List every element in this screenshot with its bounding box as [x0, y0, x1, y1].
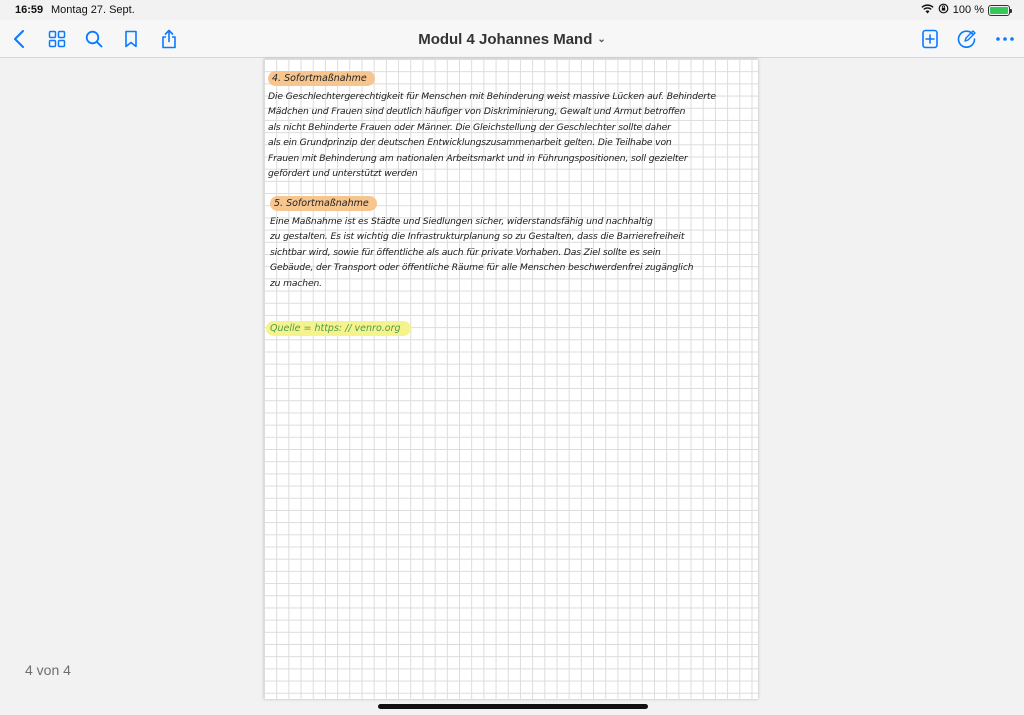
battery-fill	[990, 7, 1008, 14]
section-4-text	[268, 89, 754, 181]
status-date: Montag 27. Sept.	[51, 4, 135, 16]
section-5-text	[270, 214, 754, 291]
add-page-icon[interactable]	[919, 28, 941, 50]
battery-charging-icon	[988, 5, 1010, 16]
text-line: gefördert und unterstützt werden	[268, 168, 418, 180]
section-5-heading: 5. Sofortmaßnahme	[270, 196, 377, 211]
text-line: als ein Grundprinzip der deutschen Entwicklungszusammenarbeit gelten. Die Teilhabe von	[268, 137, 672, 149]
text-line: zu machen.	[270, 277, 322, 289]
text-line: sichtbar wird, sowie für öffentliche als auch für private Vorhaben. Das Ziel sollte es sein	[270, 246, 661, 258]
text-line: zu gestalten. Es ist wichtig die Infrastrukturplanung so zu Gestalten, dass die Barrierefreiheit	[270, 231, 685, 243]
text-line: als nicht Behinderte Frauen oder Männer. Die Gleichstellung der Geschlechter sollte daher	[268, 121, 671, 133]
battery-text: 100 %	[952, 4, 984, 16]
section-4-heading: 4. Sofortmaßnahme	[268, 71, 375, 86]
home-indicator[interactable]	[378, 704, 648, 709]
text-line: Gebäude, der Transport oder öffentliche Räume für alle Menschen beschwerdenfrei zugänglich	[270, 262, 694, 274]
orientation-lock-icon	[938, 3, 949, 17]
text-line: Frauen mit Behinderung am nationalen Arbeitsmarkt und in Führungspositionen, soll gezielter	[268, 152, 688, 164]
chevron-down-icon: ⌄	[597, 34, 606, 45]
page-counter: 4 von 4	[25, 662, 71, 678]
text-line: Mädchen und Frauen sind deutlich häufiger von Diskriminierung, Gewalt und Armut betroffen	[268, 106, 686, 118]
pencil-circle-icon[interactable]	[956, 28, 978, 50]
document-title-text: Modul 4 Johannes Mand	[418, 31, 593, 48]
text-line: Eine Maßnahme ist es Städte und Siedlungen sicher, widerstandsfähig und nachhaltig	[270, 216, 653, 227]
document-title[interactable]	[0, 31, 1024, 48]
status-right	[921, 3, 1010, 17]
notebook-page[interactable]	[264, 59, 758, 699]
status-bar	[0, 0, 1024, 20]
source-link[interactable]: Quelle = https: // venro.org	[266, 321, 411, 336]
text-line: Die Geschlechtergerechtigkeit für Menschen mit Behinderung weist massive Lücken auf. Behinderte	[268, 91, 716, 102]
wifi-icon	[921, 4, 934, 17]
toolbar	[0, 20, 1024, 58]
status-time: 16:59	[15, 4, 44, 16]
more-icon[interactable]	[994, 28, 1016, 50]
